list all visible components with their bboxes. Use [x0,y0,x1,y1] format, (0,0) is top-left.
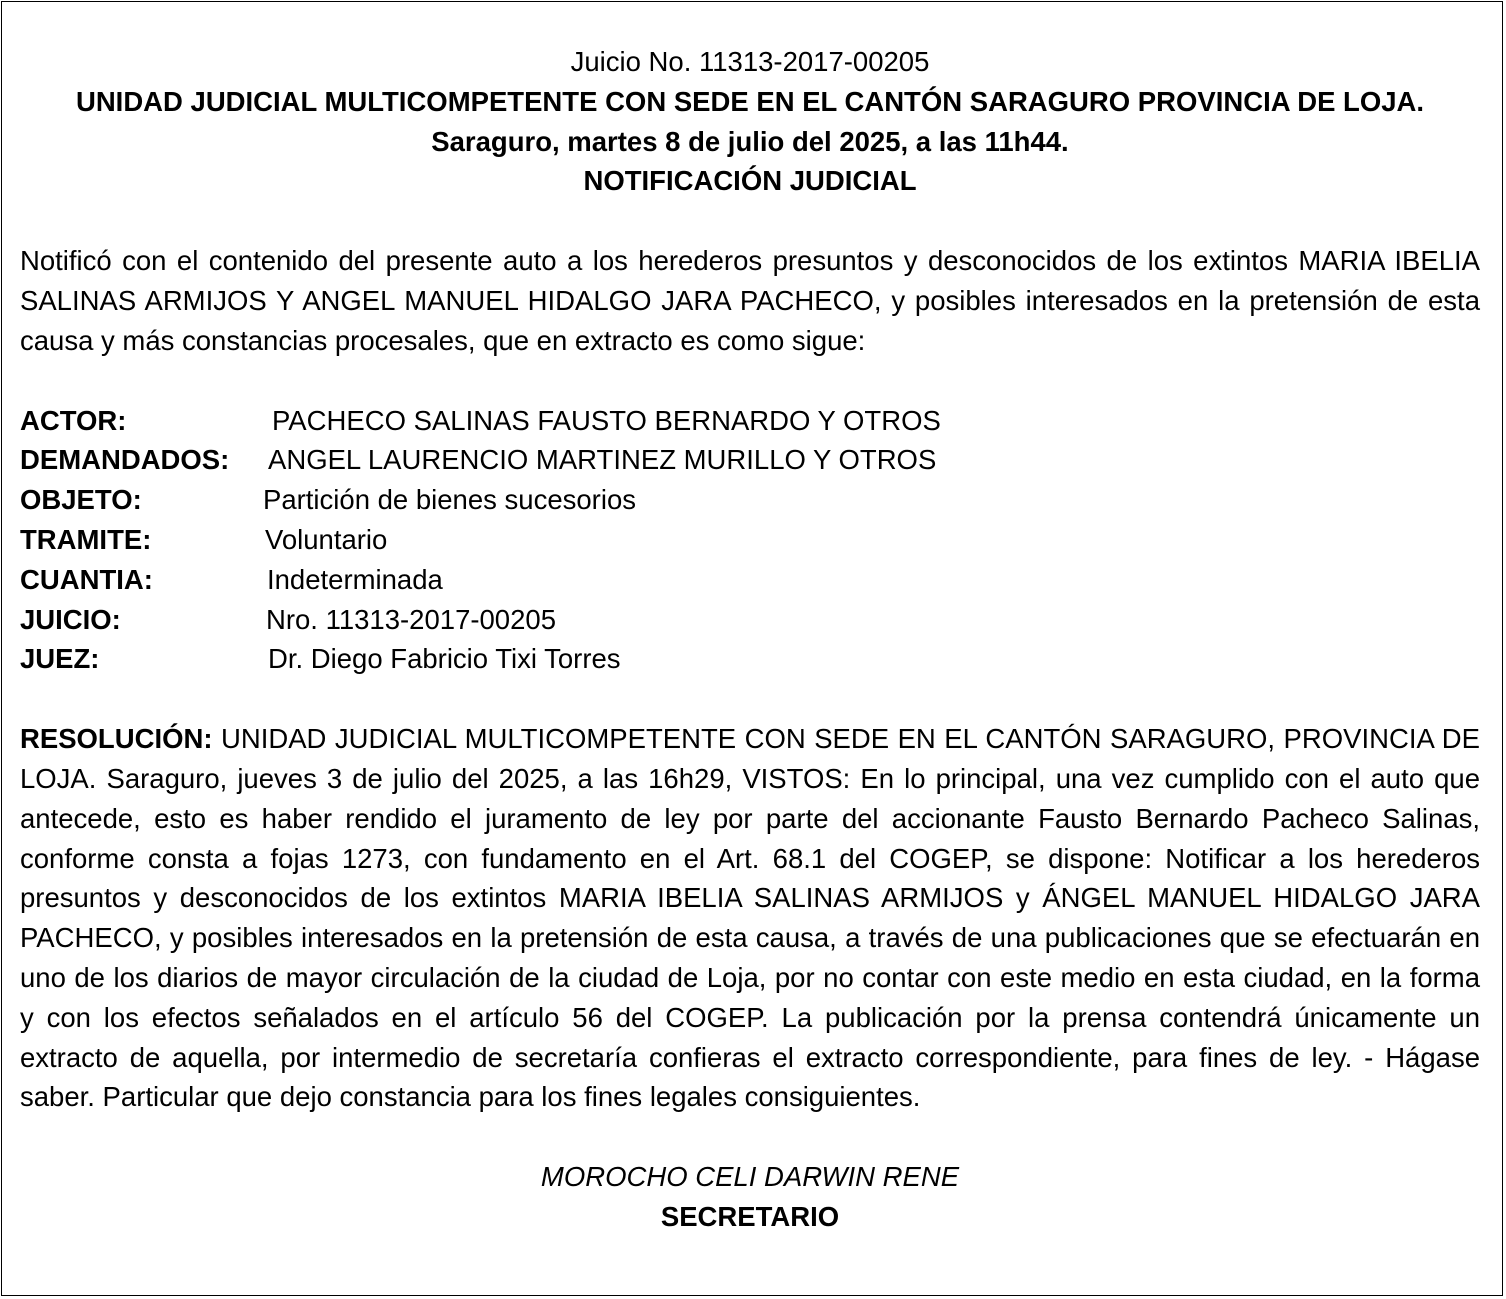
detail-row-actor [20,401,1480,441]
detail-label: ACTOR: [20,404,127,436]
detail-value: Indeterminada [267,563,443,595]
detail-value: Dr. Diego Fabricio Tixi Torres [268,643,621,675]
detail-label: OBJETO: [20,484,142,516]
judicial-notice [20,42,1480,1237]
detail-row-juez [20,639,1480,679]
resolution-paragraph [20,719,1480,1117]
detail-value: ANGEL LAURENCIO MARTINEZ MURILLO Y OTROS [268,444,937,476]
signatory-name: MOROCHO CELI DARWIN RENE [540,1161,960,1193]
resolution-text: UNIDAD JUDICIAL MULTICOMPETENTE CON SEDE EN EL CANTÓN SARAGURO, PROVINCIA DE LOJA. Saraguro, jueves 3 de julio del 2025, a las 16h29, VISTOS: En lo principal, una vez cumplido con el auto que antecede, esto es haber rendido el juramento de ley por parte del accionante Fausto Bernardo Pacheco Salinas, conforme consta a fojas 1273, con fundamento en el Art. 68.1 del COGEP, se dispone: Notificar a los herederos presuntos y desconocidos de los extintos MARIA IBELIA SALINAS ARMIJOS y ÁNGEL MANUEL HIDALGO JARA PACHECO, y posibles interesados en la pretensión de esta causa, a través de una publicaciones que se efectuarán en uno de los diarios de mayor circulación de la ciudad de Loja, por no contar con este medio en esta ciudad, en la forma y con los efectos señalados en el artículo 56 del COGEP. La publicación por la prensa contendrá únicamente un extracto de aquella, por intermedio de secretaría confieras el extracto correspondiente, para fines de ley. - Hágase saber. Particular que dejo constancia para los fines legales consiguientes. [20,723,1480,1113]
case-details [20,401,1480,680]
detail-label: JUICIO: [20,603,121,635]
detail-label: DEMANDADOS: [20,444,230,476]
resolution-label: RESOLUCIÓN: [20,723,213,755]
detail-value: Nro. 11313-2017-00205 [266,603,556,635]
detail-label: CUANTIA: [20,563,153,595]
detail-label: TRAMITE: [20,523,152,555]
detail-row-cuantia [20,560,1480,600]
intro-paragraph: Notificó con el contenido del presente auto a los herederos presuntos y desconocidos de los extintos MARIA IBELIA SALINAS ARMIJOS Y ANGEL MANUEL HIDALGO JARA PACHECO, y posibles interesados en la pretensión de esta causa y más constancias procesales, que en extracto es como sigue: [20,245,1480,356]
case-number: Juicio No. 11313-2017-00205 [570,46,930,77]
detail-row-demandados [20,440,1480,480]
detail-row-objeto [20,480,1480,520]
detail-value: Partición de bienes sucesorios [263,484,636,516]
detail-label: JUEZ: [20,643,100,675]
detail-row-tramite [20,520,1480,560]
notice-title: NOTIFICACIÓN JUDICIAL [583,165,917,197]
court-heading: UNIDAD JUDICIAL MULTICOMPETENTE CON SEDE EN EL CANTÓN SARAGURO PROVINCIA DE LOJA. Saraguro, martes 8 de julio del 2025, a las 11h44. [75,85,1425,157]
detail-row-juicio [20,600,1480,640]
detail-value: Voluntario [265,523,388,555]
signatory-title: SECRETARIO [660,1200,840,1232]
detail-value: PACHECO SALINAS FAUSTO BERNARDO Y OTROS [272,404,941,436]
